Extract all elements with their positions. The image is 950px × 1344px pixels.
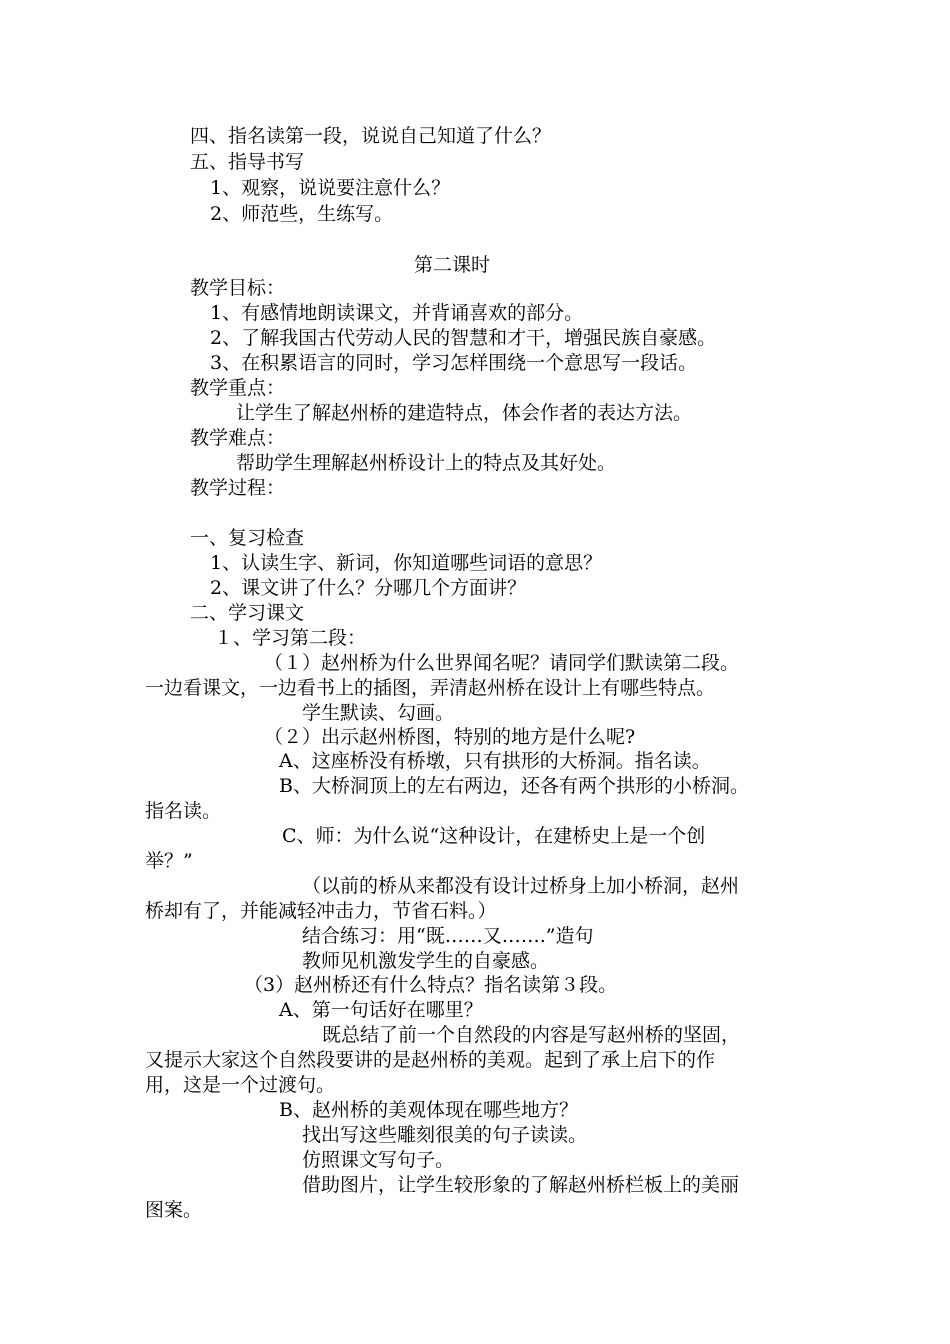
text-line: B、大桥洞顶上的左右两边，还各有两个拱形的小桥洞。 [279, 775, 749, 797]
text-line: 教学过程： [190, 477, 286, 499]
text-line: 举？” [145, 850, 193, 872]
text-line: A、第一句话好在哪里？ [279, 999, 483, 1021]
text-line: 教学难点： [190, 427, 286, 449]
text-line: 让学生了解赵州桥的建造特点，体会作者的表达方法。 [236, 402, 693, 424]
text-line: （3）赵州桥还有什么特点？指名读第３段。 [244, 974, 618, 996]
text-line: 五、指导书写 [190, 151, 305, 173]
text-line: 四、指名读第一段，说说自己知道了什么？ [190, 125, 552, 147]
text-line: 2、师范些，生练写。 [210, 203, 394, 225]
text-line: 仿照课文写句子。 [302, 1149, 455, 1171]
text-line: A、这座桥没有桥墩，只有拱形的大桥洞。指名读。 [279, 750, 711, 772]
text-line: （１）赵州桥为什么世界闻名呢？请同学们默读第二段。 [264, 652, 740, 674]
text-line: 结合练习：用“既……又…….”造句 [302, 925, 594, 947]
text-line: 1、认读生字、新词，你知道哪些词语的意思？ [210, 552, 603, 574]
text-line: 又提示大家这个自然段要讲的是赵州桥的美观。起到了承上启下的作 [145, 1049, 716, 1071]
text-line: 指名读。 [145, 800, 222, 822]
text-line: 一、复习检查 [190, 527, 305, 549]
text-line: 2、了解我国古代劳动人民的智慧和才干，增强民族自豪感。 [210, 327, 717, 349]
text-line: 一边看课文，一边看书上的插图，弄清赵州桥在设计上有哪些特点。 [145, 677, 716, 699]
text-line: 教学目标： [190, 277, 286, 299]
text-line: 借助图片，让学生较形象的了解赵州桥栏板上的美丽 [302, 1174, 740, 1196]
text-line: 二、学习课文 [190, 602, 305, 624]
section-heading: 第二课时 [414, 254, 491, 276]
text-line: 2、课文讲了什么？分哪几个方面讲？ [210, 577, 527, 599]
text-line: 教师见机激发学生的自豪感。 [302, 950, 550, 972]
text-line: （以前的桥从来都没有设计过桥身上加小桥洞，赵州 [302, 875, 740, 897]
text-line: 找出写这些雕刻很美的句子读读。 [302, 1124, 588, 1146]
text-line: 3、在积累语言的同时，学习怎样围绕一个意思写一段话。 [210, 352, 698, 374]
text-line: 用，这是一个过渡句。 [145, 1074, 336, 1096]
text-line: （２）出示赵州桥图，特别的地方是什么呢? [264, 726, 636, 748]
text-line: 图案。 [145, 1199, 203, 1221]
text-line: 1、有感情地朗读课文，并背诵喜欢的部分。 [210, 302, 584, 324]
text-line: 帮助学生理解赵州桥设计上的特点及其好处。 [236, 452, 617, 474]
text-line: 1、观察，说说要注意什么？ [210, 177, 451, 199]
text-line: 学生默读、勾画。 [302, 702, 455, 724]
text-line: 桥却有了，并能减轻冲击力，节省石料。） [145, 900, 497, 922]
text-line: １、学习第二段： [214, 627, 367, 649]
text-line: 教学重点： [190, 377, 286, 399]
text-line: 既总结了前一个自然段的内容是写赵州桥的坚固， [322, 1024, 741, 1046]
text-line: C、师：为什么说“这种设计，在建桥史上是一个创 [282, 825, 706, 847]
text-line: B、赵州桥的美观体现在哪些地方？ [279, 1099, 578, 1121]
